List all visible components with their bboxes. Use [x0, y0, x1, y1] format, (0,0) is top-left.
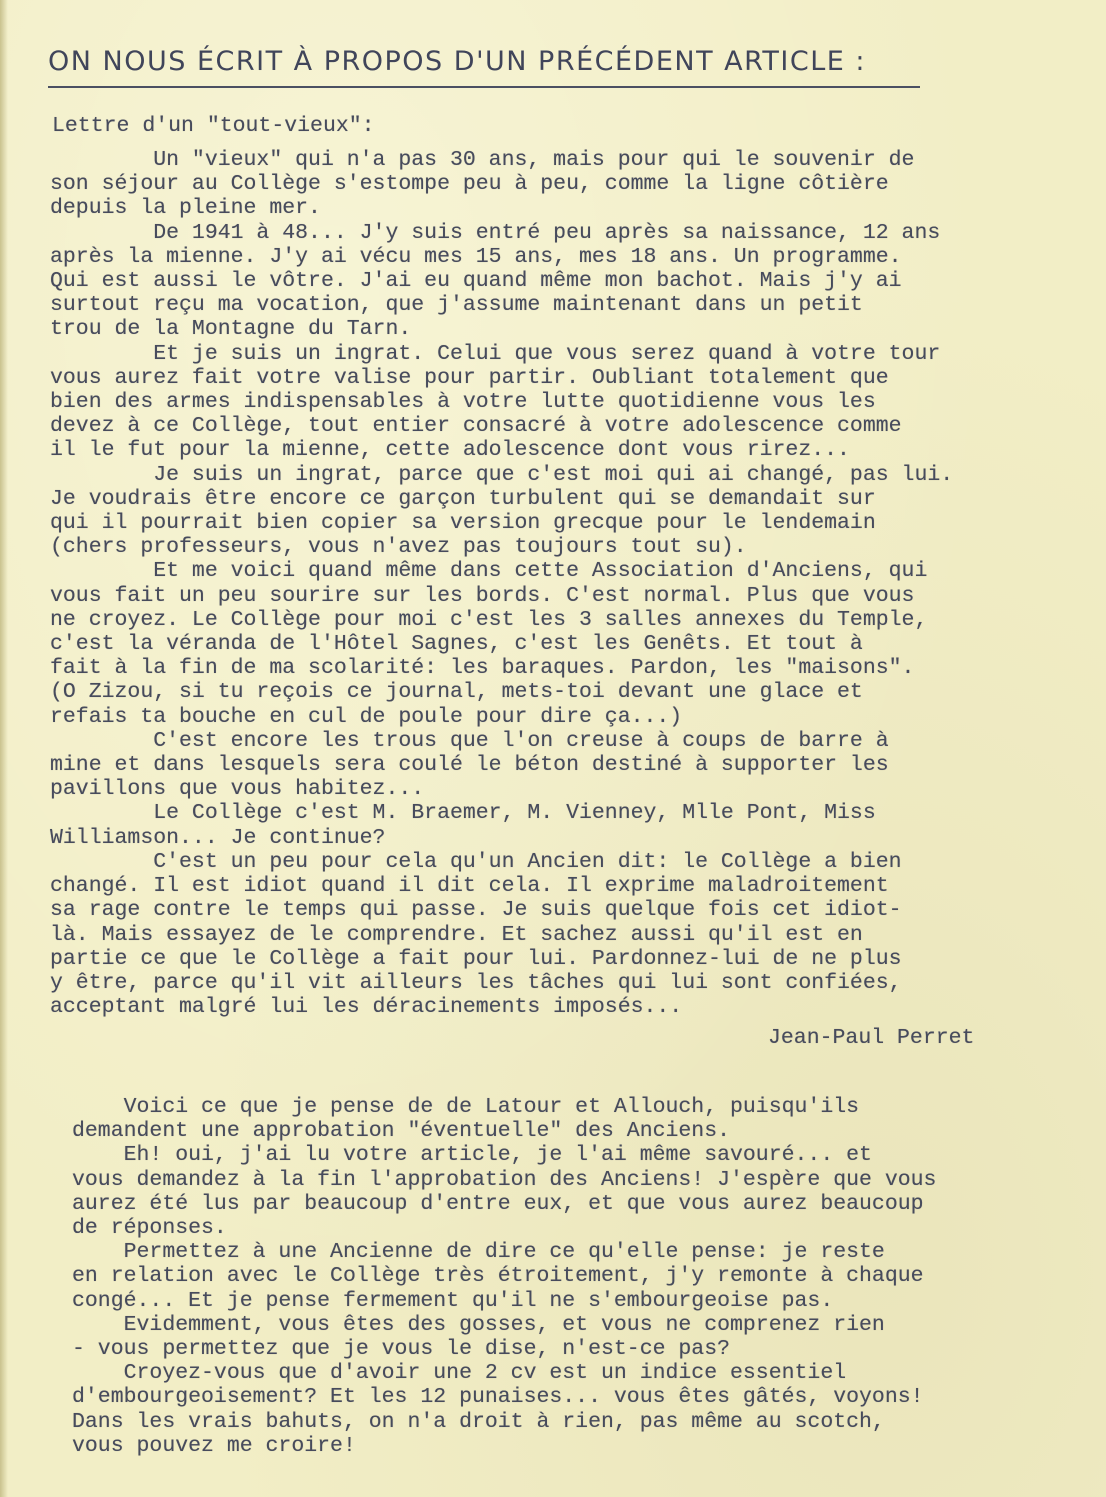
letter1-body: Un "vieux" qui n'a pas 30 ans, mais pour qui le souvenir de son séjour au Collège s'estompe peu à peu, comme la ligne côtière depuis la pleine mer. De 1941 à 48... J'y suis entré peu après sa naissance, 12 ans après la mienne. J'y ai vécu mes 15 ans, mes 18 ans. Un programme. Qui est aussi le vôtre. J'ai eu quand même mon bachot. Mais j'y ai surtout reçu ma vocation, que j'assume maintenant dans un petit trou de la Montagne du Tarn. Et je suis un ingrat. Celui que vous serez quand à votre tour vous aurez fait votre valise pour partir. Oubliant totalement que bien des armes indispensables à votre lutte quotidienne vous les devez à ce Collège, tout entier consacré à votre adolescence comme il le fut pour la mienne, cette adolescence dont vous rirez... Je suis un ingrat, parce que c'est moi qui ai changé, pas lui. Je voudrais être encore ce garçon turbulent qui se demandait sur qui il pourrait bien copier sa version grecque pour le lendemain (chers professeurs, vous n'avez pas toujours tout su). Et me voici quand même dans cette Association d'Anciens, qui vous fait un peu sourire sur les bords. C'est normal. Plus que vous ne croyez. Le Collège pour moi c'est les 3 salles annexes du Temple, c'est la véranda de l'Hôtel Sagnes, c'est les Genêts. Et tout à fait à la fin de ma scolarité: les baraques. Pardon, les "maisons". (O Zizou, si tu reçois ce journal, mets-toi devant une glace et refais ta bouche en cul de poule pour dire ça...) C'est encore les trous que l'on creuse à coups de barre à mine et dans lesquels sera coulé le béton destiné à supporter les pavillons que vous habitez... Le Collège c'est M. Braemer, M. Vienney, Mlle Pont, Miss Williamson... Je continue? C'est un peu pour cela qu'un Ancien dit: le Collège a bien changé. Il est idiot quand il dit cela. Il exprime maladroitement sa rage contre le temps qui passe. Je suis quelque fois cet idiot- là. Mais essayez de le comprendre. Et sachez aussi qu'il est en partie ce que le Collège a fait pour lui. Pardonnez-lui de ne plus y être, parce qu'il vit ailleurs les tâches qui lui sont confiées, acceptant malgré lui les déracinements imposés... — [50, 148, 954, 1020]
letter1-signature: Jean-Paul Perret — [768, 1026, 975, 1050]
letter2-body: Voici ce que je pense de de Latour et Allouch, puisqu'ils demandent une approbation "éventuelle" des Anciens. Eh! oui, j'ai lu votre article, je l'ai même savouré... et vous demandez à la fin l'approbation des Anciens! J'espère que vous aurez été lus par beaucoup d'entre eux, et que vous aurez beaucoup de réponses. Permettez à une Ancienne de dire ce qu'elle pense: je reste en relation avec le Collège très étroitement, j'y remonte à chaque congé... Et je pense fermement qu'il ne s'embourgeoise pas. Evidemment, vous êtes des gosses, et vous ne comprenez rien - vous permettez que je vous le dise, n'est-ce pas? Croyez-vous que d'avoir une 2 cv est un indice essentiel d'embourgeoisement? Et les 12 punaises... vous êtes gâtés, voyons! Dans les vrais bahuts, on n'a droit à rien, pas même au scotch, vous pouvez me croire! — [72, 1095, 937, 1458]
page-edge-shadow — [0, 0, 8, 1497]
heading-underline — [48, 86, 920, 88]
letter1-title: Lettre d'un "tout-vieux": — [52, 114, 375, 138]
page-heading: ON NOUS ÉCRIT À PROPOS D'UN PRÉCÉDENT ARTICLE : — [48, 46, 867, 77]
